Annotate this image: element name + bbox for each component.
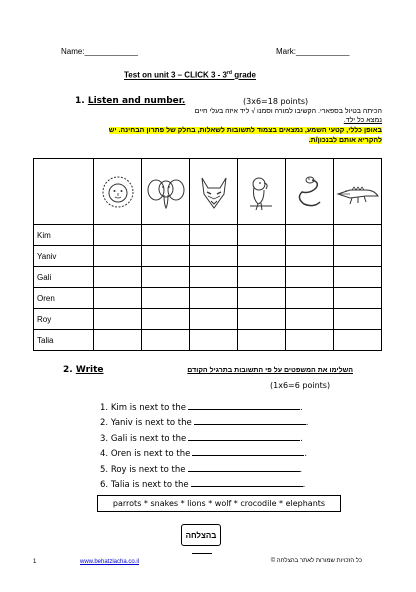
section1-instruction-1: הכיתה בטיול בספארי. הקשיבו למורה וסמנו √ ליד איזה בעלי חיים bbox=[194, 108, 382, 115]
section2-instruction: השלימו את המשפטים על פי התשובות בתרגיל הקודם bbox=[187, 367, 353, 374]
page-title bbox=[124, 70, 256, 80]
grid-row bbox=[34, 288, 382, 309]
answer-cell[interactable] bbox=[190, 330, 238, 351]
answer-line[interactable] bbox=[188, 402, 300, 410]
behatzlacha-logo: בהצלחה bbox=[181, 524, 221, 546]
grid-header-elephant bbox=[142, 159, 190, 225]
answer-cell[interactable] bbox=[142, 288, 190, 309]
answer-grid bbox=[33, 158, 382, 351]
answer-cell[interactable] bbox=[238, 330, 286, 351]
answer-cell[interactable] bbox=[238, 309, 286, 330]
section2-number: 2. bbox=[63, 365, 73, 375]
answer-cell[interactable] bbox=[142, 225, 190, 246]
answer-cell[interactable] bbox=[286, 225, 334, 246]
section2-points: (1x6=6 points) bbox=[270, 381, 331, 390]
grid-row-name: Kim bbox=[34, 225, 94, 246]
page-number: 1 bbox=[33, 559, 37, 565]
answer-cell[interactable] bbox=[334, 267, 382, 288]
site-link[interactable]: www.behatzlacha.co.il bbox=[80, 559, 140, 565]
answer-cell[interactable] bbox=[334, 330, 382, 351]
answer-cell[interactable] bbox=[334, 225, 382, 246]
answer-cell[interactable] bbox=[94, 330, 142, 351]
answer-cell[interactable] bbox=[94, 288, 142, 309]
answer-cell[interactable] bbox=[238, 246, 286, 267]
sentence-item: 3. Gali is next to the . bbox=[100, 433, 303, 444]
section1-note-line1: באופן כללי, קטעי השמע, נמצאים בצמוד לתשובות לשאלות, בחלק של פתרון הבחינה. יש bbox=[108, 127, 382, 134]
grid-row-name: Talia bbox=[34, 330, 94, 351]
answer-cell[interactable] bbox=[286, 246, 334, 267]
answer-line[interactable] bbox=[188, 464, 300, 472]
section1-note-2 bbox=[33, 137, 382, 144]
section2-title: Write bbox=[75, 365, 104, 375]
crocodile-icon bbox=[336, 172, 380, 212]
answer-cell[interactable] bbox=[94, 225, 142, 246]
grid-row bbox=[34, 330, 382, 351]
answer-cell[interactable] bbox=[94, 309, 142, 330]
section2-heading bbox=[63, 365, 104, 375]
answer-line[interactable] bbox=[194, 417, 306, 425]
section1-title: Listen and number. bbox=[87, 96, 186, 106]
mark-label: Mark:____________ bbox=[276, 47, 350, 56]
answer-cell[interactable] bbox=[286, 309, 334, 330]
copyright: כל הזכויות שמורות לאתר בהצלחה © bbox=[270, 558, 362, 564]
sentence-list bbox=[100, 401, 308, 493]
section1-points: (3x6=18 points) bbox=[243, 97, 309, 106]
title-tail: grade bbox=[231, 70, 256, 80]
word-bank: parrots * snakes * lions * wolf * crocodile * elephants bbox=[97, 495, 341, 512]
answer-cell[interactable] bbox=[190, 267, 238, 288]
grid-row-name: Roy bbox=[34, 309, 94, 330]
grid-header-snake bbox=[286, 159, 334, 225]
answer-line[interactable] bbox=[191, 479, 303, 487]
grid-header-lion bbox=[94, 159, 142, 225]
answer-cell[interactable] bbox=[142, 246, 190, 267]
answer-cell[interactable] bbox=[190, 225, 238, 246]
section1-instruction-2: נמצא כל ילד. bbox=[343, 117, 382, 124]
answer-cell[interactable] bbox=[94, 246, 142, 267]
answer-cell[interactable] bbox=[94, 267, 142, 288]
answer-cell[interactable] bbox=[142, 330, 190, 351]
sentence-item: 4. Oren is next to the . bbox=[100, 449, 308, 460]
answer-cell[interactable] bbox=[238, 267, 286, 288]
sentence-item: 6. Talia is next to the . bbox=[100, 480, 306, 491]
section1-number: 1. bbox=[75, 96, 85, 106]
parrot-icon bbox=[242, 172, 282, 212]
sentence-item: 5. Roy is next to the . bbox=[100, 464, 303, 475]
answer-cell[interactable] bbox=[286, 330, 334, 351]
grid-header-crocodile bbox=[334, 159, 382, 225]
answer-cell[interactable] bbox=[190, 246, 238, 267]
answer-cell[interactable] bbox=[334, 309, 382, 330]
snake-icon bbox=[290, 172, 330, 212]
grid-row-name: Gali bbox=[34, 267, 94, 288]
section1-note bbox=[33, 127, 382, 134]
grid-row bbox=[34, 225, 382, 246]
section1-note-line2: להקריא אותם לבנכון/ת. bbox=[308, 137, 382, 144]
answer-cell[interactable] bbox=[286, 288, 334, 309]
elephant-icon bbox=[146, 172, 186, 212]
answer-line[interactable] bbox=[188, 433, 300, 441]
answer-cell[interactable] bbox=[142, 267, 190, 288]
answer-cell[interactable] bbox=[334, 246, 382, 267]
grid-row bbox=[34, 267, 382, 288]
grid-row bbox=[34, 246, 382, 267]
grid-header-wolf bbox=[190, 159, 238, 225]
grid-header-row bbox=[34, 159, 382, 225]
sentence-item: 2. Yaniv is next to the . bbox=[100, 418, 309, 429]
answer-cell[interactable] bbox=[142, 309, 190, 330]
title-text: Test on unit 3 – CLICK 3 - 3 bbox=[124, 70, 227, 80]
answer-cell[interactable] bbox=[334, 288, 382, 309]
answer-cell[interactable] bbox=[190, 288, 238, 309]
grid-row-name: Oren bbox=[34, 288, 94, 309]
grid-header-parrot bbox=[238, 159, 286, 225]
lion-icon bbox=[98, 172, 138, 212]
grid-corner-cell bbox=[34, 159, 94, 225]
section1-heading bbox=[75, 96, 185, 106]
sentence-item: 1. Kim is next to the . bbox=[100, 403, 303, 413]
answer-line[interactable] bbox=[192, 448, 304, 456]
title-sup: rd bbox=[226, 70, 232, 76]
grid-row bbox=[34, 309, 382, 330]
answer-cell[interactable] bbox=[286, 267, 334, 288]
name-label: Name:____________ bbox=[61, 47, 138, 56]
answer-cell[interactable] bbox=[238, 288, 286, 309]
answer-cell[interactable] bbox=[238, 225, 286, 246]
answer-cell[interactable] bbox=[190, 309, 238, 330]
wolf-icon bbox=[194, 172, 234, 212]
grid-row-name: Yaniv bbox=[34, 246, 94, 267]
